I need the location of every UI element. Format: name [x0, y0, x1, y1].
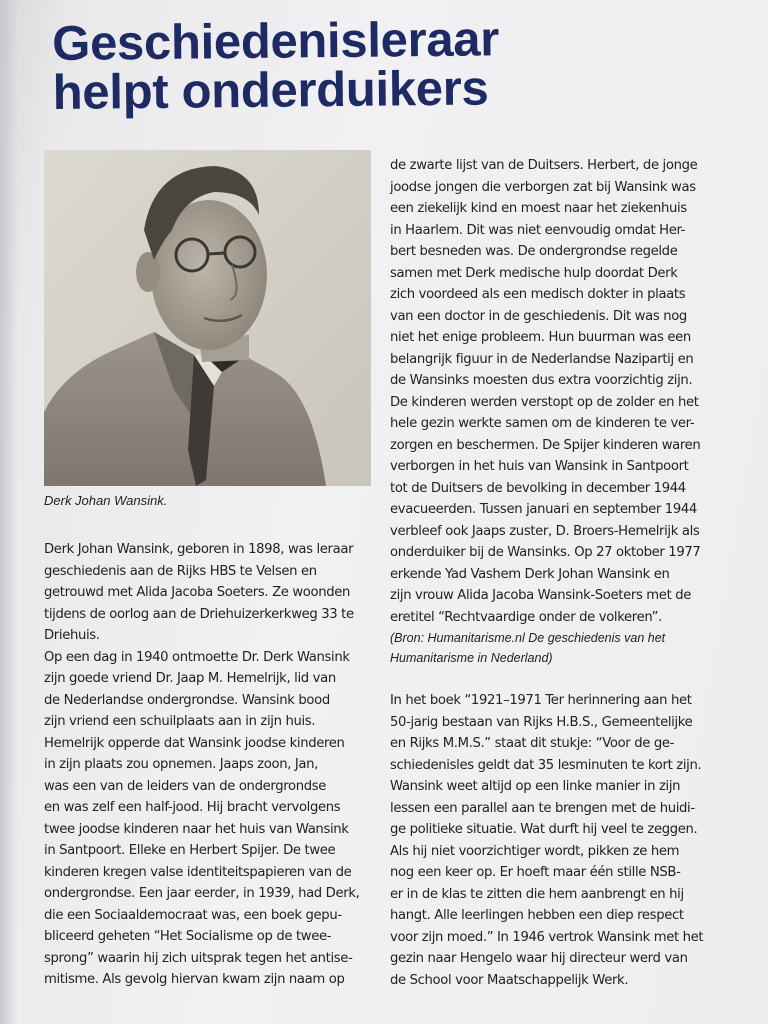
text-line: erkende Yad Vashem Derk Johan Wansink en	[390, 566, 670, 582]
text-line: in Haarlem. Dit was niet eenvoudig omdat Her-	[390, 222, 686, 238]
text-line: niet het enige probleem. Hun buurman was een	[390, 330, 691, 345]
text-line: Driehuis.	[44, 628, 100, 643]
text-line: er in de klas te zitten die hem aanbrengt en hij	[390, 886, 684, 902]
text-line: Hemelrijk opperde dat Wansink joodse kinderen	[44, 735, 345, 751]
article-title-line-2: helpt onderduikers	[52, 61, 489, 120]
text-line: belangrijk figuur in de Nederlandse Nazipartij en	[390, 351, 694, 367]
text-line: in zijn plaats zou opnemen. Jaaps zoon, Jan,	[44, 757, 319, 772]
text-line: hele gezin werkte samen om de kinderen te ver-	[390, 416, 695, 431]
text-line: 50-jarig bestaan van Rijks H.B.S., Gemeentelijke	[390, 714, 693, 730]
paragraph-gap	[390, 668, 720, 690]
text-line: Op een dag in 1940 ontmoette Dr. Derk Wansink	[44, 649, 350, 665]
right-paragraph-1	[390, 155, 720, 628]
text-line: Als hij niet voorzichtiger wordt, pikken ze hem	[390, 843, 680, 859]
text-line: verbleef ook Jaaps zuster, D. Broers-Hemelrijk als	[390, 523, 700, 539]
text-line: bert besneden was. De ondergrondse regelde	[390, 244, 678, 259]
text-line: tijdens de oorlog aan de Driehuizerkerkweg 33 te	[44, 606, 354, 622]
text-line: onderduiker bij de Wansinks. Op 27 oktober 1977	[390, 545, 701, 560]
text-line: De kinderen werden verstopt op de zolder en het	[390, 394, 699, 410]
text-line: zijn goede vriend Dr. Jaap M. Hemelrijk, lid van	[44, 671, 336, 686]
text-line: bliceerd geheten “Het Socialisme op de twee-	[44, 929, 332, 944]
text-line: de Nederlandse ondergrondse. Wansink bood	[44, 692, 330, 708]
article-title	[51, 12, 500, 120]
text-line: die een Sociaaldemocraat was, een boek gepu-	[44, 907, 342, 923]
text-line: zich voordeed als een medisch dokter in plaats	[390, 287, 686, 302]
right-paragraph-2	[390, 690, 720, 991]
text-line: joodse jongen die verborgen zat bij Wansink was	[390, 179, 696, 195]
text-line: was een van de leiders van de ondergrondse	[44, 778, 327, 794]
text-line: de zwarte lijst van de Duitsers. Herbert, de jonge	[390, 158, 698, 173]
text-line: sprong” waarin hij zich uitsprak tegen het antise-	[44, 950, 353, 966]
source-line: Humanitarisme in Nederland)	[390, 651, 553, 665]
text-line: voor zijn moed.” In 1946 vertrok Wansink met het	[390, 929, 704, 945]
text-line: geschiedenis aan de Rijks HBS te Velsen en	[44, 563, 317, 579]
text-line: zijn vrouw Alida Jacoba Wansink-Soeters met de	[390, 588, 692, 603]
text-line: ondergrondse. Een jaar eerder, in 1939, had Derk,	[44, 886, 360, 901]
text-line: zorgen en beschermen. De Spijer kinderen waren	[390, 437, 701, 453]
right-column-text	[390, 155, 720, 991]
portrait-photo	[44, 150, 371, 486]
left-column-text	[44, 539, 374, 991]
source-citation	[390, 628, 720, 668]
text-line: evacueerden. Tussen januari en september 1944	[390, 502, 697, 517]
page-edge-shadow	[0, 0, 18, 1024]
text-line: de Wansinks moesten dus extra voorzichtig zijn.	[390, 373, 693, 388]
text-line: mitisme. Als gevolg hiervan kwam zijn naam op	[44, 972, 345, 987]
text-line: van een doctor in de geschiedenis. Dit was nog	[390, 308, 687, 324]
text-line: Derk Johan Wansink, geboren in 1898, was leraar	[44, 542, 354, 557]
text-line: in Santpoort. Elleke en Herbert Spijer. De twee	[44, 843, 336, 858]
text-line: gezin naar Hengelo waar hij directeur werd van	[390, 951, 688, 966]
text-line: twee joodse kinderen naar het huis van Wansink	[44, 821, 349, 837]
text-line: getrouwd met Alida Jacoba Soeters. Ze woonden	[44, 585, 351, 600]
text-line: ge politieke situatie. Wat durft hij veel te zeggen.	[390, 822, 698, 837]
article-title-line-1: Geschiedenisleraar	[51, 12, 500, 71]
source-line: (Bron: Humanitarisme.nl De geschiedenis van het	[390, 631, 666, 645]
text-line: de School voor Maatschappelijk Werk.	[390, 972, 629, 988]
text-line: en was zelf een half-jood. Hij bracht vervolgens	[44, 800, 341, 815]
text-line: zijn vriend een schuilplaats aan in zijn huis.	[44, 714, 316, 729]
left-paragraph	[44, 539, 374, 991]
text-line: lessen een parallel aan te brengen met de huidi-	[390, 800, 695, 816]
text-line: en Rijks M.M.S.” staat dit stukje: “Voor de ge-	[390, 736, 675, 751]
text-line: Wansink weet altijd op een linke manier in zijn	[390, 779, 681, 794]
text-line: kinderen kregen valse identiteitspapieren van de	[44, 864, 352, 880]
photo-caption: Derk Johan Wansink.	[44, 493, 168, 508]
text-line: een ziekelijk kind en moest naar het ziekenhuis	[390, 201, 687, 216]
text-line: samen met Derk medische hulp doordat Derk	[390, 265, 678, 281]
text-line: In het boek “1921–1971 Ter herinnering aan het	[390, 693, 692, 708]
text-line: hangt. Alle leerlingen hebben een diep respect	[390, 908, 684, 923]
text-line: verborgen in het huis van Wansink in Santpoort	[390, 459, 689, 474]
text-line: eretitel “Rechtvaardige onder de volkeren”.	[390, 609, 662, 625]
text-line: tot de Duitsers de bevolking in december 1944	[390, 480, 686, 496]
text-line: schiedenisles geldt dat 35 lesminuten te kort zijn.	[390, 757, 702, 773]
text-line: nog een keer op. Er hoeft maar één stille NSB-	[390, 865, 681, 880]
